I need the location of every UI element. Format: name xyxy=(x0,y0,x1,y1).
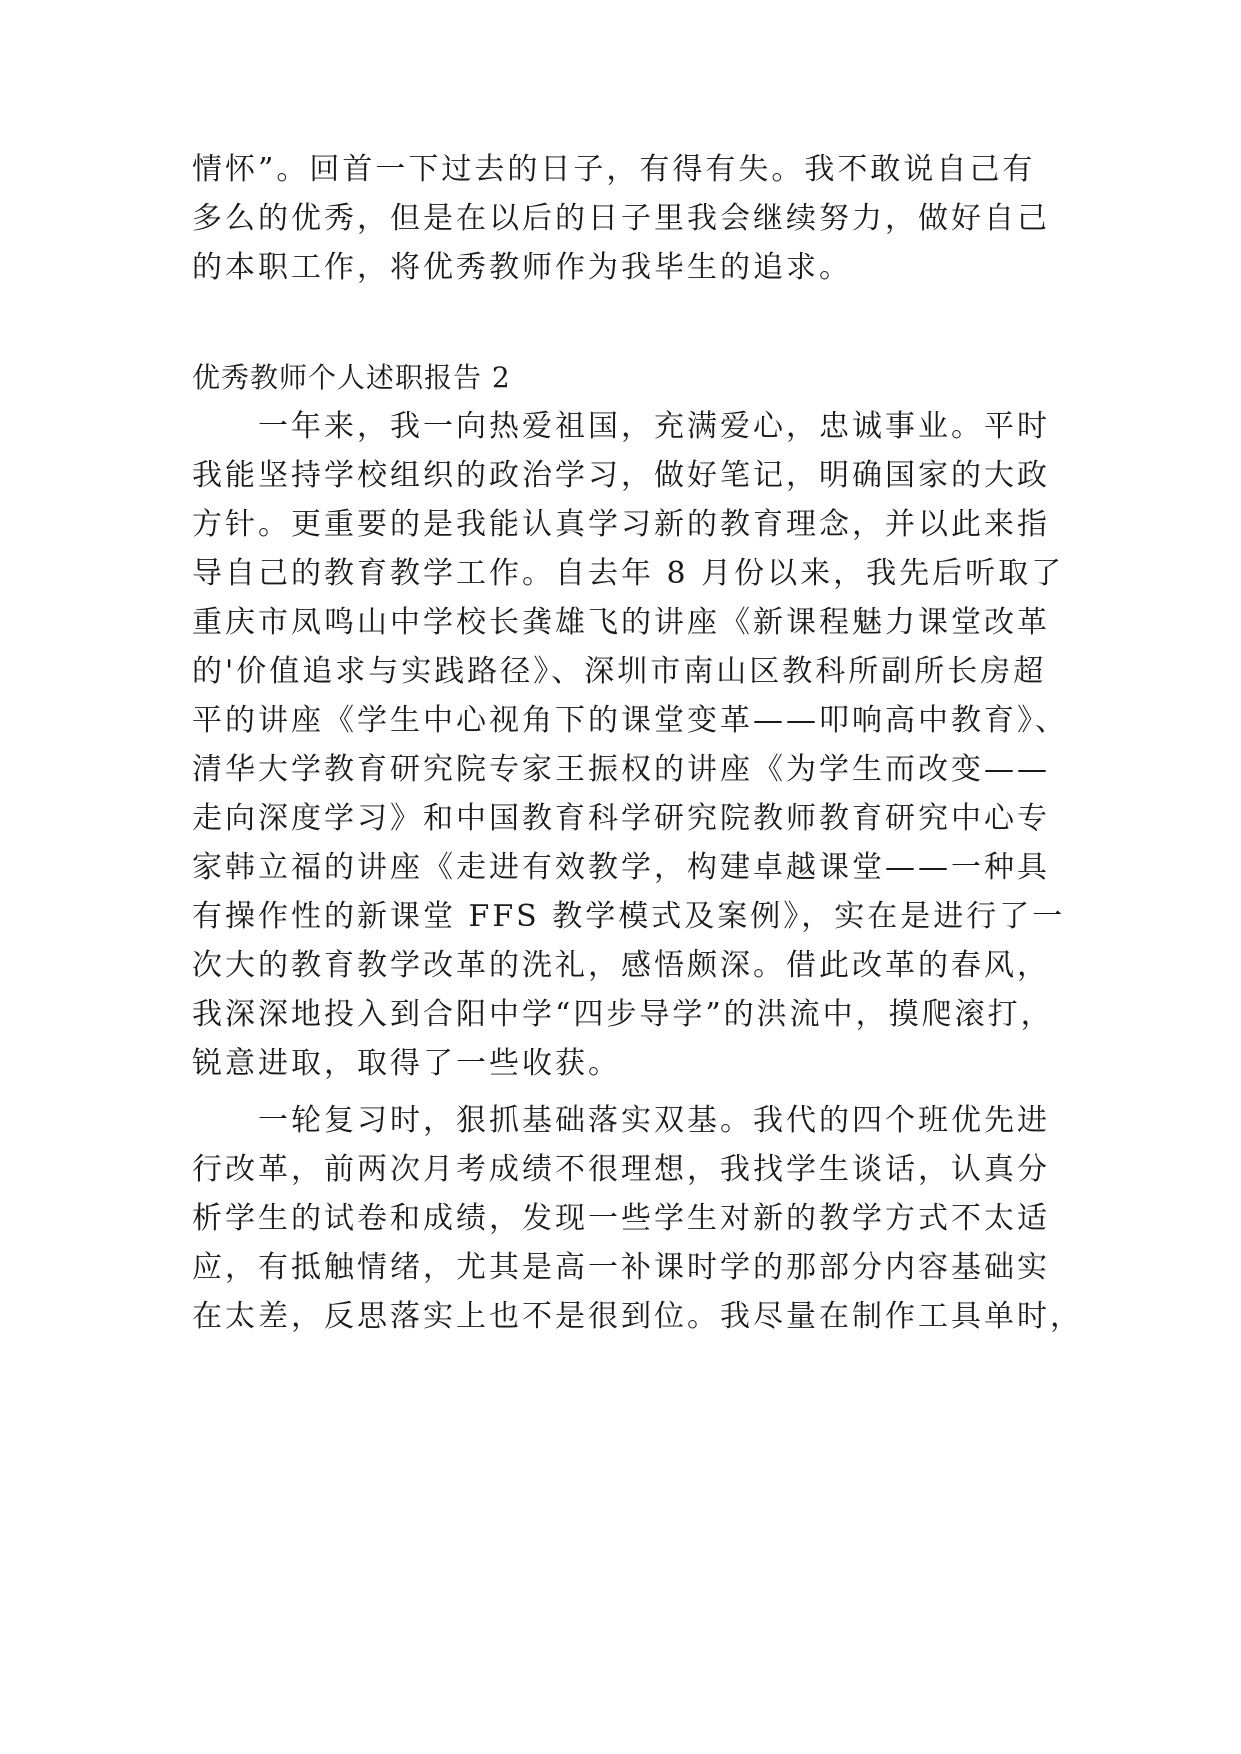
text-line: 锐意进取，取得了一些收获。 xyxy=(192,1046,621,1081)
text-line: 多么的优秀，但是在以后的日子里我会继续努力，做好自己 xyxy=(192,201,1050,236)
text-line: 情怀”。回首一下过去的日子，有得有失。我不敢说自己有 xyxy=(192,152,1036,187)
text-line: 方针。更重要的是我能认真学习新的教育理念，并以此来指 xyxy=(192,507,1050,542)
text-line: 我能坚持学校组织的政治学习，做好笔记，明确国家的大政 xyxy=(192,458,1050,493)
text-line: 析学生的试卷和成绩，发现一些学生对新的教学方式不太适 xyxy=(192,1201,1050,1236)
text-line: 导自己的教育教学工作。自去年 8 月份以来，我先后听取了 xyxy=(192,556,1065,591)
text-line: 家韩立福的讲座《走进有效教学，构建卓越课堂——一种具 xyxy=(192,850,1050,885)
section-title: 优秀教师个人述职报告 2 xyxy=(192,361,511,394)
text-line: 一轮复习时，狠抓基础落实双基。我代的四个班优先进 xyxy=(258,1103,1050,1138)
text-line: 清华大学教育研究院专家王振权的讲座《为学生而改变—— xyxy=(192,752,1050,787)
text-line: 有操作性的新课堂 FFS 教学模式及案例》，实在是进行了一 xyxy=(192,899,1066,934)
text-line: 行改革，前两次月考成绩不很理想，我找学生谈话，认真分 xyxy=(192,1152,1050,1187)
text-line: 平的讲座《学生中心视角下的课堂变革——叩响高中教育》、 xyxy=(192,703,1068,738)
text-line: 应，有抵触情绪，尤其是高一补课时学的那部分内容基础实 xyxy=(192,1250,1050,1285)
text-line: 的本职工作，将优秀教师作为我毕生的追求。 xyxy=(192,250,852,285)
text-line: 在太差，反思落实上也不是很到位。我尽量在制作工具单时， xyxy=(192,1299,1083,1334)
text-line: 次大的教育教学改革的洗礼，感悟颇深。借此改革的春风， xyxy=(192,948,1050,983)
text-line: 重庆市凤鸣山中学校长龚雄飞的讲座《新课程魅力课堂改革 xyxy=(192,605,1050,640)
text-line: 一年来，我一向热爱祖国，充满爱心，忠诚事业。平时 xyxy=(258,409,1050,444)
text-line: 走向深度学习》和中国教育科学研究院教师教育研究中心专 xyxy=(192,801,1050,836)
text-line: 的'价值追求与实践路径》、深圳市南山区教科所副所长房超 xyxy=(192,654,1047,689)
text-line: 我深深地投入到合阳中学“四步导学”的洪流中，摸爬滚打， xyxy=(192,997,1054,1032)
